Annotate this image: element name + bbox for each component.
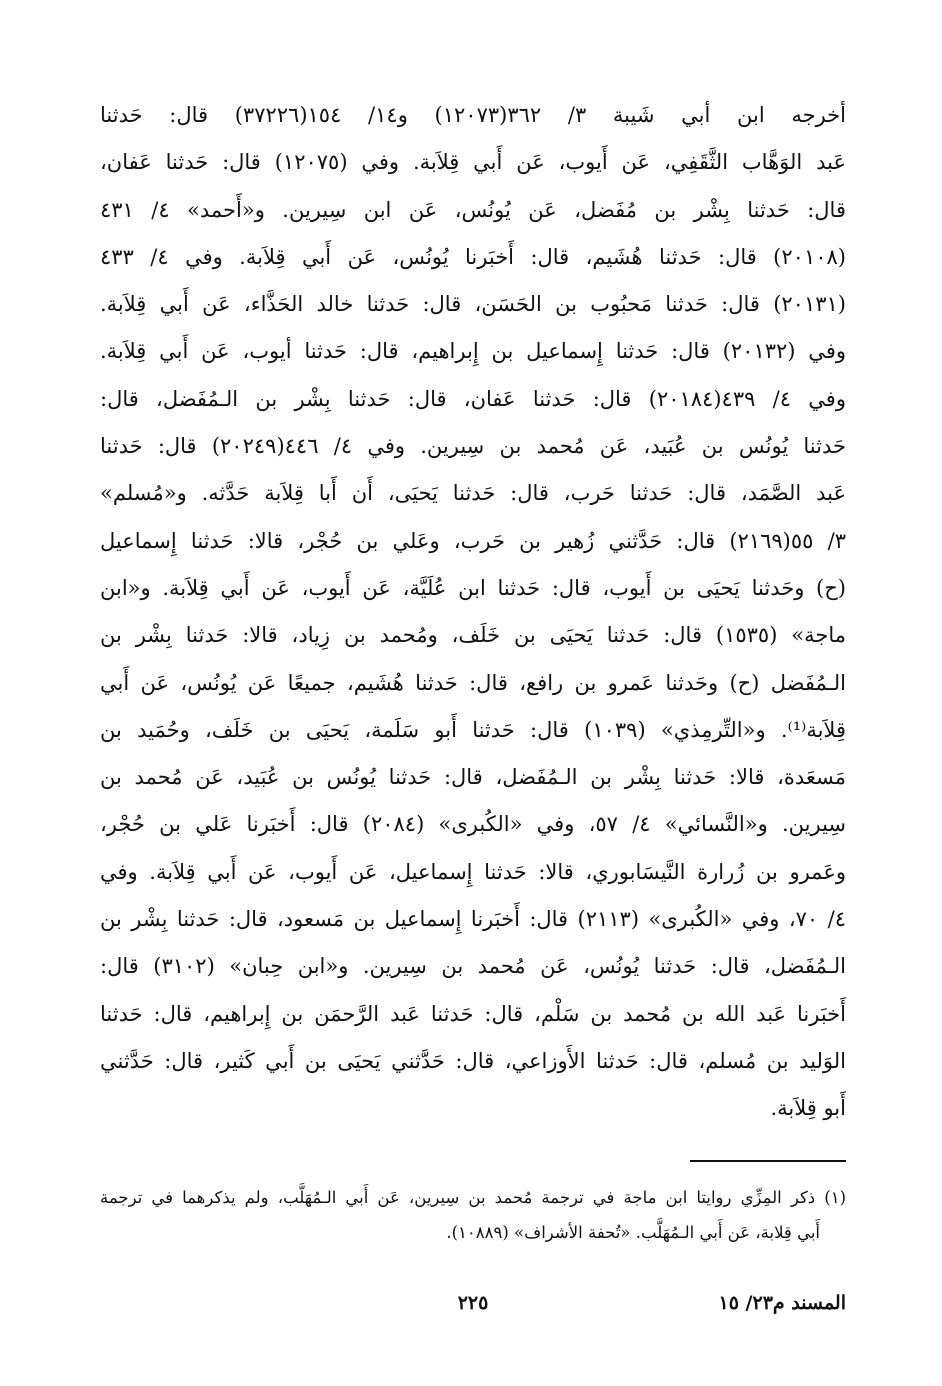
text-line: عَبد الصَّمَد، قال: حَدثنا حَرب، قال: حَدثنا يَحيَى، أَن أَبا قِلاَبة حَدَّثه. و«مُسلم» [100, 481, 846, 506]
text-line: ماجة» (١٥٣٥) قال: حَدثنا يَحيَى بن خَلَف، ومُحمد بن زِياد، قالا: حَدثنا بِشْر بن [100, 623, 846, 648]
text-line: الوَليد بن مُسلم، قال: حَدثنا الأَوزاعي، قال: حَدَّثني يَحيَى بن أَبي كَثير، قال: حَدَّثني [100, 1048, 846, 1073]
text-line: ٤/ ٧٠، وفي «الكُبرى» (٢١١٣) قال: أَخبَرنا إِسماعيل بن مَسعود، قال: حَدثنا بِشْر بن [100, 907, 846, 932]
text-line: وفي ٤/ ٤٣٩(٢٠١٨٤) قال: حَدثنا عَفان، قال: حَدثنا بِشْر بن الـمُفَضل، قال: [100, 386, 846, 411]
footnote-line: أَبي قِلابة، عَن أَبي الـمُهَلَّب. «تُحفة الأشراف» (١٠٨٨٩). [446, 1223, 820, 1242]
text-line: وعَمرو بن زُرارة النَّيسَابوري، قالا: حَدثنا إِسماعيل، عَن أَيوب، عَن أَبي قِلاَبة. وفي [100, 859, 846, 884]
footnote-separator [690, 1160, 846, 1162]
text-line: الـمُفَضل، قال: حَدثنا يُونُس، عَن مُحمد بن سِيرين. و«ابن حِبان» (٣١٠٢) قال: [100, 954, 846, 979]
page-footer [100, 1285, 846, 1321]
text-line: الـمُفَضل (ح) وحَدثنا عَمرو بن رافع، قال: حَدثنا هُشَيم، جميعًا عَن يُونُس، عَن أَبي [100, 670, 846, 695]
text-line: أَخبَرنا عَبد الله بن مُحمد بن سَلْم، قال: حَدثنا عَبد الرَّحمَن بن إِبراهيم، قال: حَدثنا [100, 1001, 846, 1026]
page-number: ٢٢٥ [457, 1292, 489, 1314]
footnote [100, 1180, 846, 1250]
text-line: مَسعَدة، قالا: حَدثنا بِشْر بن الـمُفَضل، قال: حَدثنا يُونُس بن عُبَيد، عَن مُحمد بن [100, 765, 846, 790]
text-line: (ح) وحَدثنا يَحيَى بن أَيوب، قال: حَدثنا ابن عُلَيَّة، عَن أَيوب، عَن أَبي قِلاَبة. و«ابن [100, 575, 846, 600]
text-line: قِلاَبة⁽¹⁾. و«التِّرمِذي» (١٠٣٩) قال: حَدثنا أَبو سَلَمة، يَحيَى بن خَلَف، وحُمَيد بن [100, 717, 846, 742]
text-line: وفي (٢٠١٣٢) قال: حَدثنا إِسماعيل بن إِبراهيم، قال: حَدثنا أيوب، عَن أَبي قِلاَبة. [100, 339, 846, 364]
text-line: أخرجه ابن أبي شَيبة ٣/ ٣٦٢(١٢٠٧٣) و١٤/ ١٥٤(٣٧٢٢٦) قال: حَدثنا [100, 103, 846, 127]
footnote-line: (١) ذكر المِزِّي روايتا ابن ماجة في ترجمة مُحمد بن سِيرين، عَن أَبي الـمُهَلَّب، ولم يذكرهما في ترجمة [100, 1188, 846, 1207]
text-line: أَبو قِلاَبة. [770, 1096, 846, 1121]
text-line: حَدثنا يُونُس بن عُبَيد، عَن مُحمد بن سِيرين. وفي ٤/ ٤٤٦(٢٠٢٤٩) قال: حَدثنا [100, 434, 846, 459]
text-line: ٣/ ٥٥(٢١٦٩) قال: حَدَّثني زُهير بن حَرب، وعَلي بن حُجْر، قالا: حَدثنا إِسماعيل [100, 528, 846, 553]
text-line: (٢٠١٣١) قال: حَدثنا مَحبُوب بن الحَسَن، قال: حَدثنا خالد الحَذَّاء، عَن أَبي قِلاَبة. [100, 292, 846, 317]
text-line: عَبد الوَهَّاب الثَّقَفِي، عَن أَيوب، عَن أَبي قِلاَبة. وفي (١٢٠٧٥) قال: حَدثنا عَفان، [100, 150, 846, 175]
text-line: سِيرين. و«النَّسائي» ٤/ ٥٧، وفي «الكُبرى» (٢٠٨٤) قال: أَخبَرنا عَلي بن حُجْر، [100, 812, 846, 837]
text-line: قال: حَدثنا بِشْر بن مُفَضل، عَن يُونُس، عَن ابن سِيرين. و«أَحمد» ٤/ ٤٣١ [100, 197, 846, 222]
text-line: (٢٠١٠٨) قال: حَدثنا هُشَيم، قال: أَخبَرنا يُونُس، عَن أَبي قِلاَبة. وفي ٤/ ٤٣٣ [100, 244, 846, 269]
signature-mark: المسند م٢٣/ ١٥ [718, 1292, 846, 1314]
main-text [100, 92, 846, 1133]
